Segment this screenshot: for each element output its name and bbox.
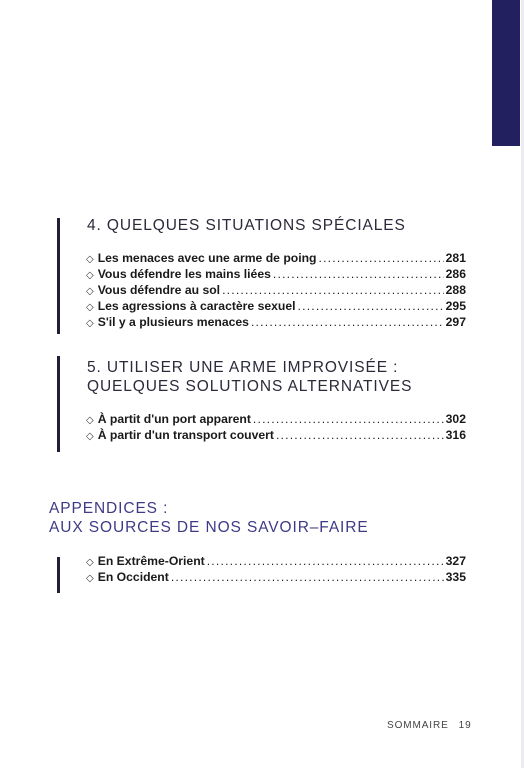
heading-line: AUX SOURCES DE NOS SAVOIR–FAIRE xyxy=(49,519,369,536)
diamond-bullet-icon: ◇ xyxy=(86,573,94,584)
diamond-bullet-icon: ◇ xyxy=(86,415,94,426)
entry-title: En Extrême-Orient xyxy=(97,554,205,568)
dot-leader xyxy=(251,315,444,329)
toc-entry[interactable] xyxy=(86,428,466,444)
entry-title: Les menaces avec une arme de poing xyxy=(97,251,317,265)
appendices-heading xyxy=(49,499,369,537)
entry-title: À partit d'un port apparent xyxy=(97,412,251,426)
entry-title: En Occident xyxy=(97,570,169,584)
toc-entry[interactable] xyxy=(86,412,466,428)
entry-title: S'il y a plusieurs menaces xyxy=(97,315,249,329)
toc-entry[interactable] xyxy=(86,554,466,570)
entry-title: Vous défendre au sol xyxy=(97,283,221,297)
section-rule xyxy=(57,557,60,593)
dot-leader xyxy=(273,267,444,281)
toc-list-section-4 xyxy=(86,251,466,331)
toc-entry[interactable] xyxy=(86,251,466,267)
entry-page: 281 xyxy=(445,251,466,265)
dot-leader xyxy=(207,554,444,568)
dot-leader xyxy=(171,570,444,584)
heading-line: 5. UTILISER UNE ARME IMPROVISÉE : xyxy=(87,359,399,376)
entry-page: 335 xyxy=(445,570,466,584)
dot-leader xyxy=(276,428,444,442)
diamond-bullet-icon: ◇ xyxy=(86,254,94,265)
dot-leader xyxy=(298,299,444,313)
entry-title: Les agressions à caractère sexuel xyxy=(97,299,296,313)
toc-entry[interactable] xyxy=(86,315,466,331)
diamond-bullet-icon: ◇ xyxy=(86,302,94,313)
entry-page: 295 xyxy=(445,299,466,313)
dot-leader xyxy=(319,251,444,265)
diamond-bullet-icon: ◇ xyxy=(86,318,94,329)
entry-title: Vous défendre les mains liées xyxy=(97,267,271,281)
toc-entry[interactable] xyxy=(86,570,466,586)
toc-list-section-5 xyxy=(86,412,466,444)
entry-page: 302 xyxy=(445,412,466,426)
toc-entry[interactable] xyxy=(86,267,466,283)
toc-list-appendices xyxy=(86,554,466,586)
toc-entry[interactable] xyxy=(86,299,466,315)
dot-leader xyxy=(222,283,444,297)
entry-page: 316 xyxy=(445,428,466,442)
chapter-tab-marker xyxy=(492,0,520,146)
section-heading-5 xyxy=(87,358,412,396)
entry-title: À partir d'un transport couvert xyxy=(97,428,274,442)
section-rule xyxy=(57,218,60,334)
page-footer xyxy=(387,720,472,731)
diamond-bullet-icon: ◇ xyxy=(86,286,94,297)
footer-label: SOMMAIRE xyxy=(387,720,449,731)
diamond-bullet-icon: ◇ xyxy=(86,557,94,568)
entry-page: 327 xyxy=(445,554,466,568)
entry-page: 286 xyxy=(445,267,466,281)
entry-page: 288 xyxy=(445,283,466,297)
heading-line: APPENDICES : xyxy=(49,500,169,517)
footer-page-number: 19 xyxy=(458,720,472,731)
heading-line: QUELQUES SOLUTIONS ALTERNATIVES xyxy=(87,378,413,395)
toc-entry[interactable] xyxy=(86,283,466,299)
heading-line: 4. QUELQUES SITUATIONS SPÉCIALES xyxy=(87,217,406,234)
diamond-bullet-icon: ◇ xyxy=(86,431,94,442)
entry-page: 297 xyxy=(445,315,466,329)
dot-leader xyxy=(253,412,444,426)
section-rule xyxy=(57,356,60,452)
section-heading-4 xyxy=(87,216,406,235)
diamond-bullet-icon: ◇ xyxy=(86,270,94,281)
